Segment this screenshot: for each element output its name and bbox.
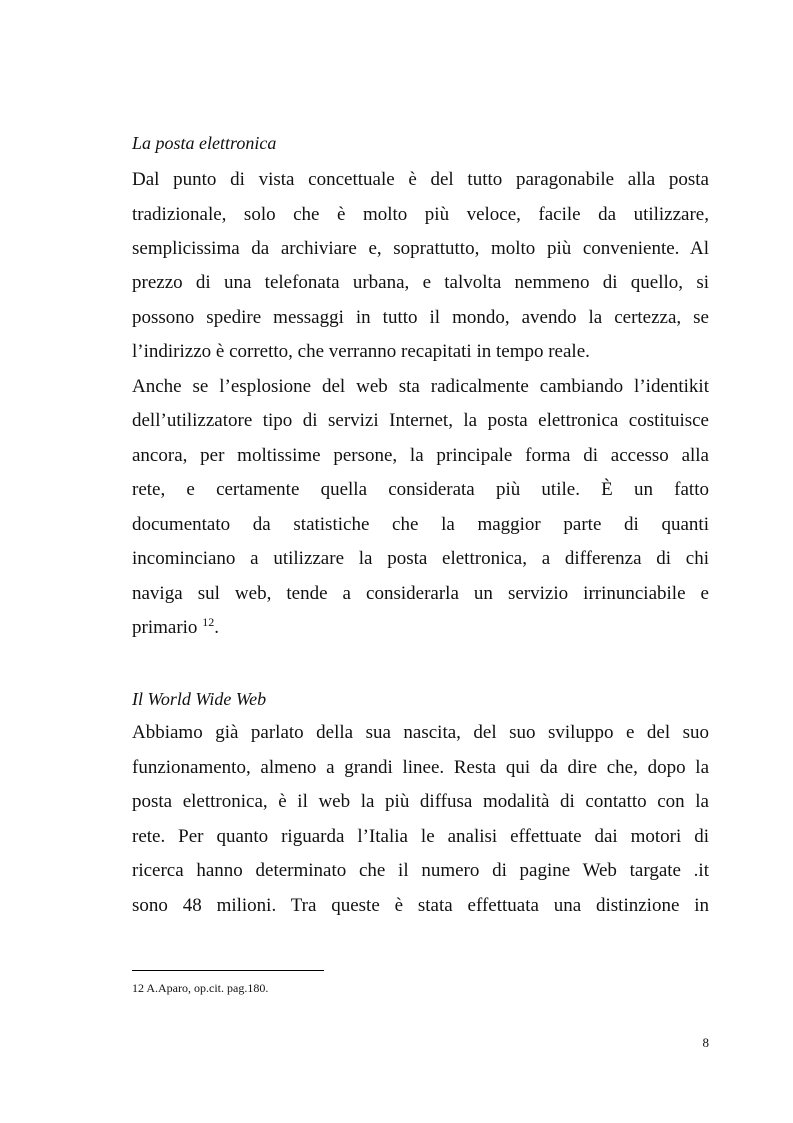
paragraph-line: ricerca hanno determinato che il numero di pagine Web targate .it: [132, 860, 709, 881]
paragraph-line: l’indirizzo è corretto, che verranno recapitati in tempo reale.: [132, 341, 590, 362]
paragraph-line: Dal punto di vista concettuale è del tutto paragonabile alla posta: [132, 169, 709, 190]
paragraph-line: rete, e certamente quella considerata più utile. È un fatto: [132, 479, 709, 500]
paragraph-line: rete. Per quanto riguarda l’Italia le analisi effettuate dai motori di: [132, 826, 709, 847]
paragraph-line: naviga sul web, tende a considerarla un servizio irrinunciabile e: [132, 583, 709, 604]
paragraph-line: semplicissima da archiviare e, soprattutto, molto più conveniente. Al: [132, 238, 709, 259]
paragraph-line: ancora, per moltissime persone, la principale forma di accesso alla: [132, 445, 709, 466]
paragraph-line: prezzo di una telefonata urbana, e talvolta nemmeno di quello, si: [132, 272, 709, 293]
paragraph-line: sono 48 milioni. Tra queste è stata effettuata una distinzione in: [132, 895, 709, 916]
paragraph-line: posta elettronica, è il web la più diffusa modalità di contatto con la: [132, 791, 709, 812]
sentence-end: .: [214, 617, 219, 638]
footnote-reference[interactable]: 12: [202, 615, 215, 629]
section-title-www: Il World Wide Web: [132, 689, 267, 709]
paragraph-line: funzionamento, almeno a grandi linee. Resta qui da dire che, dopo la: [132, 757, 709, 778]
paragraph-line-text: primario: [132, 617, 198, 638]
paragraph-line: possono spedire messaggi in tutto il mondo, avendo la certezza, se: [132, 307, 709, 328]
paragraph-line: documentato da statistiche che la maggior parte di quanti: [132, 514, 709, 535]
paragraph-line: tradizionale, solo che è molto più veloce, facile da utilizzare,: [132, 204, 709, 225]
section-title-posta: La posta elettronica: [132, 133, 277, 153]
paragraph-line: Abbiamo già parlato della sua nascita, del suo sviluppo e del suo: [132, 722, 709, 743]
paragraph-line: incominciano a utilizzare la posta elettronica, a differenza di chi: [132, 548, 709, 569]
paragraph-line: Anche se l’esplosione del web sta radicalmente cambiando l’identikit: [132, 376, 709, 397]
paragraph-last-line: [132, 616, 709, 640]
page-number: 8: [702, 1035, 709, 1050]
paragraph-line: dell’utilizzatore tipo di servizi Internet, la posta elettronica costituisce: [132, 410, 709, 431]
footnote-text: 12 A.Aparo, op.cit. pag.180.: [132, 981, 269, 995]
footnote-separator: [132, 970, 324, 971]
